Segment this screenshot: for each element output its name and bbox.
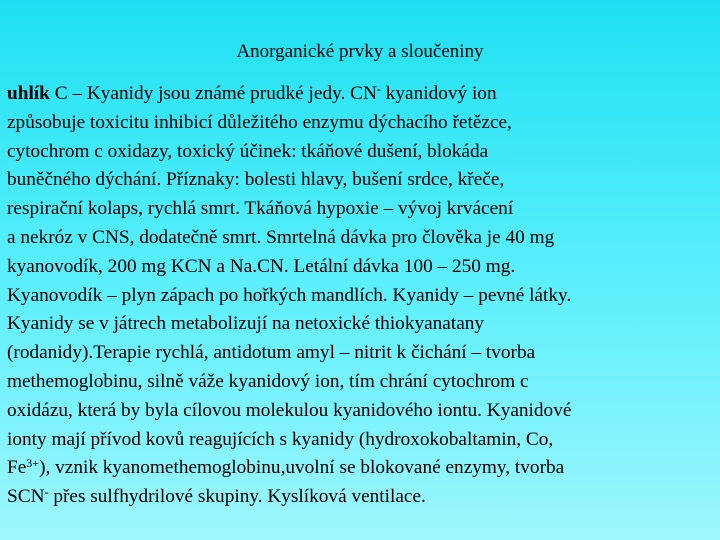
text-line-5: respirační kolaps, rychlá smrt. Tkáňová hypoxie – vývoj krvácení bbox=[7, 198, 514, 220]
superscript-minus: - bbox=[376, 82, 381, 96]
superscript-minus-2: - bbox=[44, 485, 49, 500]
slide-title: Anorganické prvky a sloučeniny bbox=[236, 41, 484, 62]
text-line-14 bbox=[7, 454, 719, 483]
text-line-12: oxidázu, která by byla cílovou molekulou kyanidového iontu. Kyanidové bbox=[7, 399, 572, 421]
text-line-14-part-a: Fe bbox=[7, 457, 27, 479]
text-line-15 bbox=[7, 483, 719, 512]
text-line-3: cytochrom c oxidazy, toxický účinek: tkáňové dušení, blokáda bbox=[7, 140, 489, 162]
text-line-6: a nekróz v CNS, dodatečně smrt. Smrtelná dávka pro člověka je 40 mg bbox=[7, 226, 555, 248]
text-line-11: methemoglobinu, silně váže kyanidový ion, tím chrání cytochrom c bbox=[7, 370, 529, 392]
lead-term: uhlík bbox=[7, 83, 50, 104]
text-line-7: kyanovodík, 200 mg KCN a Na.CN. Letální dávka 100 – 250 mg. bbox=[7, 255, 516, 277]
text-line-15-part-b: přes sulfhydrilové skupiny. Kyslíková ventilace. bbox=[48, 486, 426, 508]
text-line-14-part-b: ), vznik kyanomethemoglobinu,uvolní se blokované enzymy, tvorba bbox=[39, 457, 565, 479]
superscript-charge: 3+ bbox=[26, 456, 40, 471]
text-line-8: Kyanovodík – plyn zápach po hořkých mandlích. Kyanidy – pevné látky. bbox=[7, 284, 572, 306]
text-line-15-part-a: SCN bbox=[7, 486, 45, 508]
text-line-1-part-a: C – Kyanidy jsou známé prudké jedy. CN bbox=[49, 83, 377, 104]
text-line-13: ionty mají přívod kovů reagujících s kyanidy (hydroxokobaltamin, Co, bbox=[7, 428, 554, 450]
text-line-2: způsobuje toxicitu inhibicí důležitého enzymu dýchacího řetězce, bbox=[7, 111, 512, 133]
text-line-9: Kyanidy se v játrech metabolizují na netoxické thiokyanatany bbox=[7, 313, 485, 335]
text-line-4: buněčného dýchání. Příznaky: bolesti hlavy, bušení srdce, křeče, bbox=[7, 169, 505, 191]
slide-body-text bbox=[7, 80, 719, 512]
text-line-10: (rodanidy).Terapie rychlá, antidotum amyl – nitrit k čichání – tvorba bbox=[7, 342, 536, 364]
text-line-1-part-b: kyanidový ion bbox=[380, 83, 497, 104]
text-line-1 bbox=[7, 80, 719, 109]
